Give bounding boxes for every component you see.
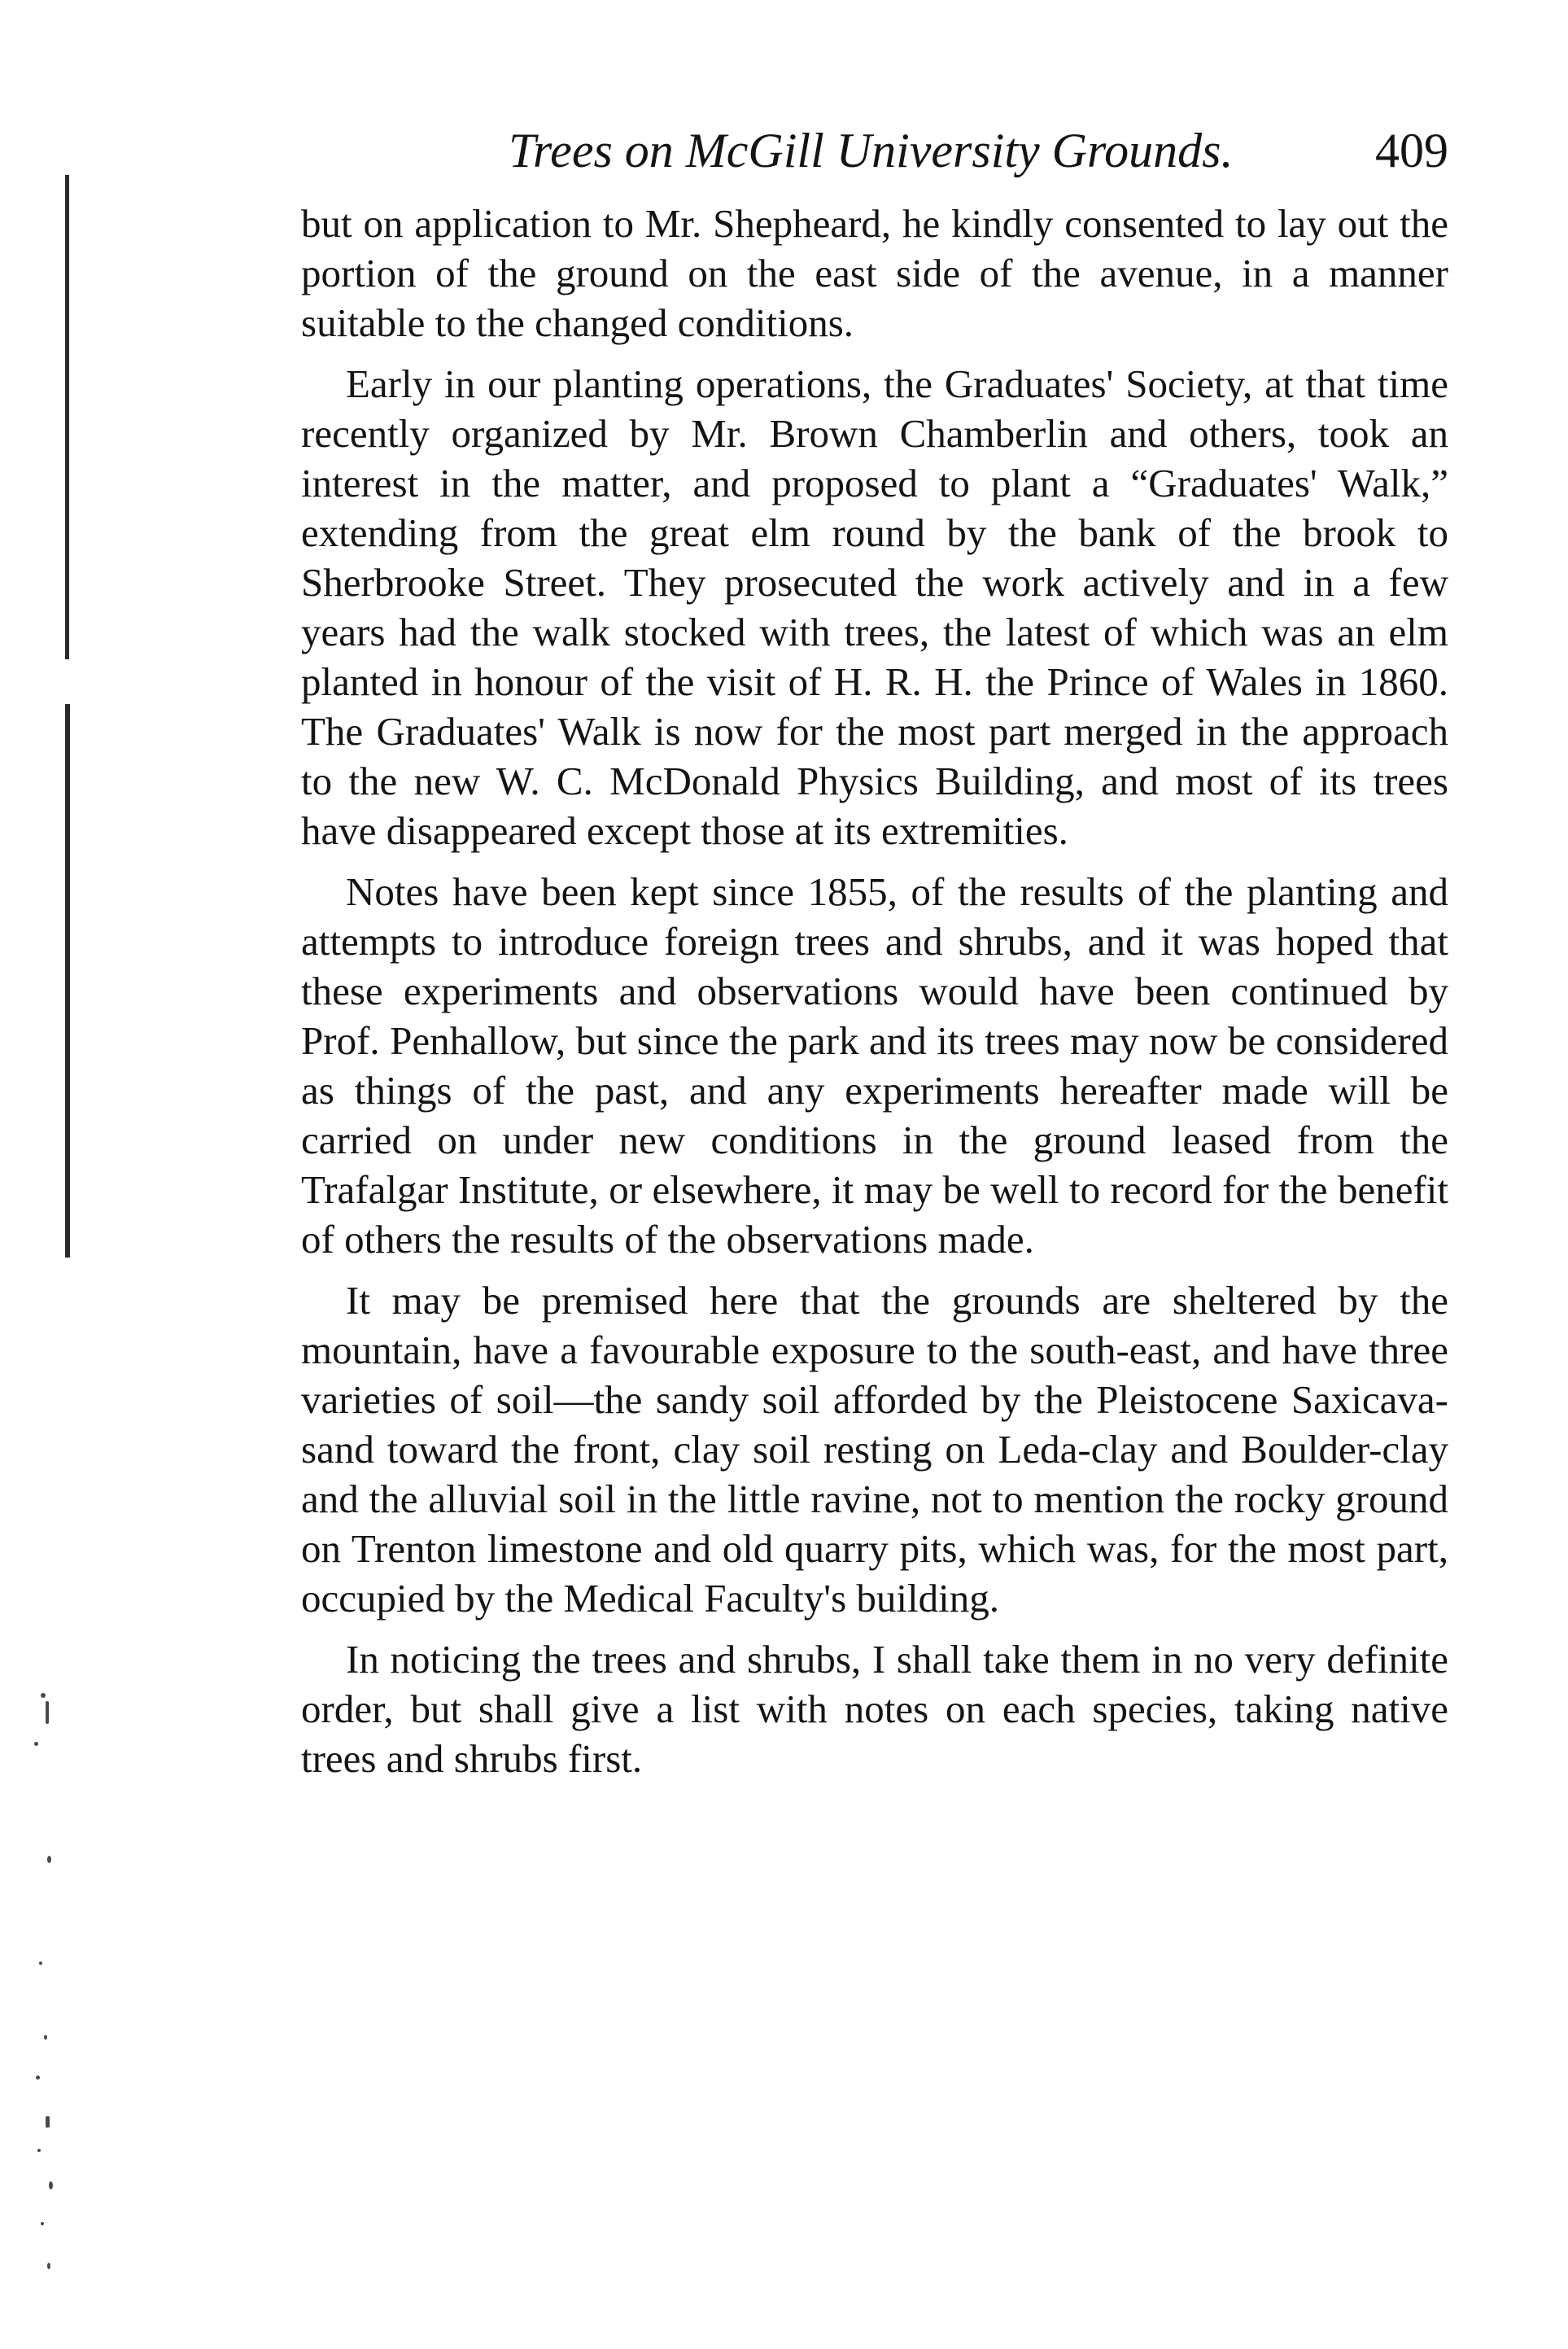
paragraph: Notes have been kept since 1855, of the results of the planting and attempts to introduce foreign trees and shrubs, and it was hoped that these experiments and observations would have been continued by Prof. Penhallow, but since the park and its trees may now be considered as things of the past, and any experiments hereafter made will be carried on under new conditions in the ground leased from the Trafalgar Institute, or elsewhere, it may be well to record for the benefit of others the results of the observations made. bbox=[301, 869, 1448, 1262]
paragraph: Early in our planting operations, the Graduates' Society, at that time recently organized by Mr. Brown Chamberlin and others, took an interest in the matter, and proposed to plant a “Graduates' Walk,” extending from the great elm round by the bank of the brook to Sherbrooke Street. They prosecuted the work actively and in a few years had the walk stocked with trees, the latest of which was an elm planted in honour of the visit of H. R. H. the Prince of Wales in 1860. The Graduates' Walk is now for the most part merged in the approach to the new W. C. McDonald Physics Building, and most of its trees have disappeared except those at its extremities. bbox=[301, 361, 1448, 853]
margin-scan-line bbox=[65, 704, 70, 1258]
running-title: Trees on McGill University Grounds. bbox=[509, 124, 1234, 177]
paragraph: but on application to Mr. Shepheard, he kindly consented to lay out the portion of the ground on the east side of the avenue, in a manner suitable to the changed conditions. bbox=[301, 201, 1448, 345]
margin-scan-speckle bbox=[29, 1693, 62, 2312]
page-number: 409 bbox=[1375, 124, 1448, 177]
page-header bbox=[301, 114, 1448, 187]
paragraph: In noticing the trees and shrubs, I shall take them in no very definite order, but shall give a list with notes on each species, taking native trees and shrubs first. bbox=[301, 1637, 1448, 1781]
paragraph: It may be premised here that the grounds are sheltered by the mountain, have a favourable exposure to the south-east, and have three varieties of soil—the sandy soil afforded by the Pleistocene Saxicava-sand toward the front, clay soil resting on Leda-clay and Boulder-clay and the alluvial soil in the little ravine, not to mention the rocky ground on Trenton limestone and old quarry pits, which was, for the most part, occupied by the Medical Faculty's building. bbox=[301, 1278, 1448, 1621]
margin-scan-line bbox=[65, 175, 69, 659]
body-text bbox=[301, 199, 1448, 1795]
